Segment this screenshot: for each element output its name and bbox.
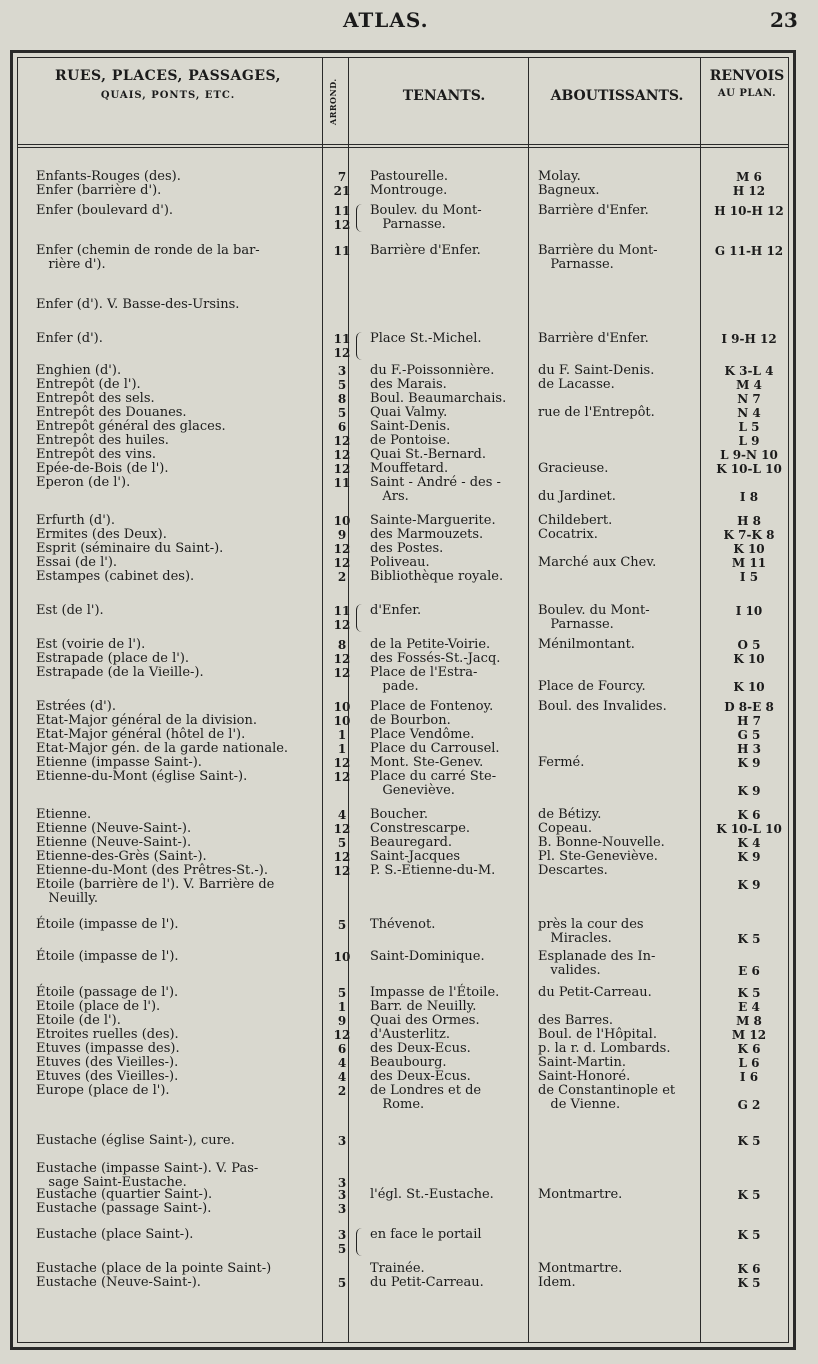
row-renvoi: K 10-L 10 [716,462,782,476]
row-tenants: des Postes. [370,541,444,556]
row-aboutissants: du Petit-Carreau. [538,985,652,1000]
row-name: Eustache (impasse Saint-). V. Pas- sage Saint-Eustache. [36,1161,259,1190]
row-tenants: du F.-Poissonnière. [370,363,495,378]
row-name: Entrepôt (de l'). [36,377,141,392]
row-tenants: Beaubourg. [370,1055,447,1070]
row-aboutissants: Boulev. du Mont- Parnasse. [538,603,650,632]
row-name: Etienne. [36,807,92,822]
row-arrond: 11 12 [333,204,351,232]
row-aboutissants: Marché aux Chev. [538,555,657,570]
row-renvoi: K 4 [737,836,761,850]
row-renvoi: E 6 [738,964,760,978]
row-aboutissants: du Jardinet. [538,489,616,504]
row-aboutissants: Descartes. [538,863,608,878]
row-renvoi: K 5 [737,1188,761,1202]
row-aboutissants: Cocatrix. [538,527,598,542]
row-renvoi: L 9-N 10 [720,448,778,462]
row-name: Etienne (Neuve-Saint-). [36,821,192,836]
row-tenants: du Petit-Carreau. [370,1275,484,1290]
row-renvoi: L 5 [738,420,760,434]
arrond-brace [356,604,365,632]
row-arrond: 4 [337,1056,347,1070]
row-renvoi: K 9 [737,784,761,798]
row-renvoi: K 5 [737,1276,761,1290]
row-arrond: 12 [333,1028,351,1042]
row-renvoi: K 9 [737,850,761,864]
column-header-rues-line2: QUAIS, PONTS, ETC. [100,90,236,101]
row-tenants: Trainée. [370,1261,425,1276]
row-name: Etuves (des Vieilles-). [36,1069,179,1084]
row-renvoi: M 6 [736,170,762,184]
row-arrond: 3 [337,1188,347,1202]
row-renvoi: N 4 [737,406,761,420]
column-header-rues-line1: RUES, PLACES, PASSAGES, [54,68,282,84]
row-aboutissants: Childebert. [538,513,613,528]
row-renvoi: K 10 [733,680,765,694]
row-aboutissants: Place de Fourcy. [538,679,646,694]
row-name: Eustache (passage Saint-). [36,1201,212,1216]
column-header-arrond: ARROND. [328,78,338,126]
row-aboutissants: du F. Saint-Denis. [538,363,655,378]
row-arrond: 5 [337,406,347,420]
row-arrond: 10 [333,514,351,528]
row-renvoi: G 11-H 12 [714,244,784,258]
row-tenants: Mont. Ste-Genev. [370,755,484,770]
row-arrond: 21 [333,184,351,198]
row-tenants: Place de Fontenoy. [370,699,494,714]
row-arrond: 1 [337,1000,347,1014]
row-arrond: 6 [337,1042,347,1056]
row-renvoi: K 9 [737,756,761,770]
row-name: Entrepôt des sels. [36,391,155,406]
row-arrond: 12 [333,822,351,836]
row-tenants: Place de l'Estra- pade. [370,665,478,694]
row-arrond: 8 [337,392,347,406]
row-arrond: 2 [337,1084,347,1098]
row-name: Étoile (impasse de l'). [36,917,179,932]
row-aboutissants: Ménilmontant. [538,637,635,652]
row-name: Etoile (place de l'). [36,999,161,1014]
row-tenants: Quai Valmy. [370,405,448,420]
row-name: Enfer (chemin de ronde de la bar- rière d'). [36,243,260,272]
row-aboutissants: p. la r. d. Lombards. [538,1041,671,1056]
row-name: Entrepôt général des glaces. [36,419,226,434]
row-arrond: 10 [333,700,351,714]
row-renvoi: M 11 [731,556,767,570]
row-name: Estampes (cabinet des). [36,569,195,584]
row-aboutissants: de Lacasse. [538,377,615,392]
row-name: Est (voirie de l'). [36,637,146,652]
row-tenants: d'Enfer. [370,603,422,618]
row-aboutissants: Barrière du Mont- Parnasse. [538,243,658,272]
row-arrond: 5 [337,918,347,932]
page-number: 23 [770,8,798,32]
row-renvoi: G 2 [737,1098,761,1112]
row-name: Etienne (Neuve-Saint-). [36,835,192,850]
row-aboutissants: Idem. [538,1275,576,1290]
row-arrond: 12 [333,448,351,462]
row-arrond: 1 [337,728,347,742]
row-renvoi: I 8 [739,490,759,504]
row-tenants: Bibliothèque royale. [370,569,504,584]
row-name: Etat-Major général (hôtel de l'). [36,727,246,742]
row-name: Enfer (barrière d'). [36,183,162,198]
row-tenants: des Marais. [370,377,447,392]
row-renvoi: H 7 [737,714,761,728]
row-arrond: 4 [337,1070,347,1084]
row-arrond: 3 5 [337,1228,347,1256]
row-name: Etoile (de l'). [36,1013,121,1028]
row-renvoi: M 12 [731,1028,767,1042]
table-body [18,58,788,1342]
row-renvoi: K 9 [737,878,761,892]
row-renvoi: I 10 [735,604,763,618]
row-tenants: Sainte-Marguerite. [370,513,496,528]
row-renvoi: K 6 [737,1042,761,1056]
column-header-aboutissants: ABOUTISSANTS. [550,88,684,104]
column-header-tenants: TENANTS. [402,88,486,104]
row-arrond: 10 [333,714,351,728]
row-name: Esprit (séminaire du Saint-). [36,541,224,556]
row-tenants: Constrescarpe. [370,821,471,836]
row-arrond: 12 [333,770,351,784]
row-arrond: 4 [337,808,347,822]
row-name: Ermites (des Deux). [36,527,167,542]
row-aboutissants: Saint-Honoré. [538,1069,631,1084]
row-tenants: des Fossés-St.-Jacq. [370,651,501,666]
row-arrond: 12 [333,666,351,680]
row-tenants: Montrouge. [370,183,448,198]
row-tenants: Saint-Denis. [370,419,451,434]
row-name: Etienne-des-Grès (Saint-). [36,849,207,864]
table-frame [10,50,796,1350]
arrond-brace [356,332,365,360]
row-arrond: 9 [337,1014,347,1028]
row-renvoi: D 8-E 8 [724,700,774,714]
row-tenants: Thévenot. [370,917,436,932]
row-aboutissants: rue de l'Entrepôt. [538,405,655,420]
row-arrond: 11 12 [333,332,351,360]
row-name: Enghien (d'). [36,363,122,378]
row-name: Etroites ruelles (des). [36,1027,179,1042]
row-name: Etat-Major général de la division. [36,713,258,728]
row-arrond: 2 [337,570,347,584]
row-renvoi: K 6 [737,1262,761,1276]
row-name: Est (de l'). [36,603,104,618]
row-aboutissants: Bagneux. [538,183,600,198]
row-tenants: Quai St.-Bernard. [370,447,486,462]
row-name: Enfants-Rouges (des). [36,169,181,184]
row-tenants: Barr. de Neuilly. [370,999,477,1014]
row-arrond: 3 [337,1176,347,1190]
row-name: Etuves (des Vieilles-). [36,1055,179,1070]
row-tenants: Impasse de l'Étoile. [370,985,500,1000]
row-tenants: des Marmouzets. [370,527,484,542]
row-arrond: 12 [333,556,351,570]
row-tenants: Saint-Jacques [370,849,461,864]
row-renvoi: N 7 [737,392,761,406]
column-header-renvois-line1: RENVOIS [709,68,785,84]
row-name: Europe (place de l'). [36,1083,170,1098]
row-renvoi: I 6 [739,1070,759,1084]
row-renvoi: K 7-K 8 [723,528,775,542]
row-arrond: 11 [333,476,351,490]
row-renvoi: K 10 [733,542,765,556]
row-arrond: 3 [337,1202,347,1216]
page-title: ATLAS. [343,8,429,32]
column-header-renvois-line2: AU PLAN. [717,88,777,99]
row-arrond: 3 [337,1134,347,1148]
row-renvoi: O 5 [737,638,761,652]
row-arrond: 5 [337,378,347,392]
row-tenants: Saint-Dominique. [370,949,485,964]
row-name: Eustache (place Saint-). [36,1227,194,1242]
row-arrond: 5 [337,836,347,850]
row-aboutissants: près la cour des Miracles. [538,917,644,946]
row-arrond: 12 [333,542,351,556]
row-tenants: Saint - André - des - Ars. [370,475,501,504]
row-name: Étoile (passage de l'). [36,985,179,1000]
row-renvoi: I 5 [739,570,759,584]
row-arrond: 1 [337,742,347,756]
row-renvoi: M 8 [736,1014,762,1028]
row-tenants: de Bourbon. [370,713,451,728]
row-name: Eperon (de l'). [36,475,131,490]
row-name: Etuves (impasse des). [36,1041,180,1056]
row-name: Enfer (boulevard d'). [36,203,174,218]
row-name: Etoile (barrière de l'). V. Barrière de Neuilly. [36,877,275,906]
row-name: Etat-Major gén. de la garde nationale. [36,741,289,756]
row-aboutissants: Fermé. [538,755,585,770]
row-aboutissants: Gracieuse. [538,461,609,476]
row-aboutissants: Boul. des Invalides. [538,699,667,714]
row-aboutissants: Molay. [538,169,581,184]
row-name: Epée-de-Bois (de l'). [36,461,169,476]
row-tenants: Pastourelle. [370,169,449,184]
row-renvoi: K 10 [733,652,765,666]
row-aboutissants: B. Bonne-Nouvelle. [538,835,665,850]
row-renvoi: K 3-L 4 [724,364,774,378]
row-aboutissants: de Bétizy. [538,807,602,822]
row-tenants: des Deux-Ecus. [370,1069,471,1084]
row-tenants: de Londres et de Rome. [370,1083,482,1112]
row-name: Eustache (église Saint-), cure. [36,1133,235,1148]
row-aboutissants: Esplanade des In- valides. [538,949,656,978]
row-name: Etienne-du-Mont (église Saint-). [36,769,248,784]
row-arrond: 5 [337,986,347,1000]
row-tenants: Poliveau. [370,555,430,570]
row-tenants: Boucher. [370,807,429,822]
row-tenants: Quai des Ormes. [370,1013,480,1028]
row-tenants: Place Vendôme. [370,727,475,742]
row-name: Eustache (Neuve-Saint-). [36,1275,201,1290]
row-renvoi: L 9 [738,434,760,448]
row-arrond: 12 [333,756,351,770]
row-name: Estrapade (place de l'). [36,651,190,666]
row-name: Etienne (impasse Saint-). [36,755,202,770]
row-aboutissants: Montmartre. [538,1187,623,1202]
row-renvoi: G 5 [737,728,761,742]
row-arrond: 12 [333,864,351,878]
row-renvoi: E 4 [738,1000,760,1014]
row-aboutissants: Boul. de l'Hôpital. [538,1027,657,1042]
row-tenants: en face le portail [370,1227,482,1242]
row-aboutissants: Barrière d'Enfer. [538,203,649,218]
row-renvoi: K 10-L 10 [716,822,782,836]
row-tenants: P. S.-Etienne-du-M. [370,863,496,878]
row-renvoi: H 12 [732,184,766,198]
row-arrond: 7 [337,170,347,184]
row-tenants: de la Petite-Voirie. [370,637,491,652]
row-tenants: Place du carré Ste- Geneviève. [370,769,497,798]
row-arrond: 10 [333,950,351,964]
row-renvoi: M 4 [736,378,762,392]
row-arrond: 12 [333,652,351,666]
row-name: Entrepôt des huiles. [36,433,169,448]
row-arrond: 5 [337,1276,347,1290]
row-renvoi: H 10-H 12 [714,204,784,218]
row-arrond: 6 [337,420,347,434]
row-name: Enfer (d'). [36,331,103,346]
arrond-brace [356,1228,365,1256]
row-aboutissants: des Barres. [538,1013,614,1028]
row-renvoi: K 5 [737,932,761,946]
row-arrond: 8 [337,638,347,652]
row-name: Essai (de l'). [36,555,118,570]
row-name: Estrapade (de la Vieille-). [36,665,204,680]
row-name: Eustache (place de la pointe Saint-) [36,1261,272,1276]
row-name: Étoile (impasse de l'). [36,949,179,964]
row-tenants: l'égl. St.-Eustache. [370,1187,494,1202]
row-arrond: 12 [333,850,351,864]
row-tenants: Beauregard. [370,835,453,850]
arrond-brace [356,204,365,232]
row-name: Entrepôt des Douanes. [36,405,187,420]
row-tenants: Boul. Beaumarchais. [370,391,507,406]
row-arrond: 12 [333,434,351,448]
row-tenants: Mouffetard. [370,461,449,476]
row-aboutissants: Saint-Martin. [538,1055,626,1070]
row-renvoi: K 6 [737,808,761,822]
row-name: Enfer (d'). V. Basse-des-Ursins. [36,297,240,312]
row-name: Entrepôt des vins. [36,447,156,462]
row-renvoi: K 5 [737,1228,761,1242]
row-tenants: Place St.-Michel. [370,331,482,346]
row-arrond: 11 [333,244,351,258]
row-aboutissants: de Constantinople et de Vienne. [538,1083,676,1112]
row-tenants: Barrière d'Enfer. [370,243,481,258]
row-name: Erfurth (d'). [36,513,116,528]
row-arrond: 12 [333,462,351,476]
row-renvoi: H 3 [737,742,761,756]
row-name: Eustache (quartier Saint-). [36,1187,213,1202]
row-tenants: Boulev. du Mont- Parnasse. [370,203,482,232]
row-renvoi: H 8 [737,514,761,528]
page-header [0,0,818,46]
row-aboutissants: Barrière d'Enfer. [538,331,649,346]
table-inner [17,57,789,1343]
row-tenants: d'Austerlitz. [370,1027,450,1042]
row-aboutissants: Montmartre. [538,1261,623,1276]
row-renvoi: K 5 [737,986,761,1000]
row-arrond: 11 12 [333,604,351,632]
row-tenants: des Deux-Ecus. [370,1041,471,1056]
row-aboutissants: Copeau. [538,821,593,836]
row-tenants: Place du Carrousel. [370,741,500,756]
row-renvoi: I 9-H 12 [721,332,777,346]
row-renvoi: K 5 [737,1134,761,1148]
row-name: Etienne-du-Mont (des Prêtres-St.-). [36,863,268,878]
row-renvoi: L 6 [738,1056,760,1070]
row-aboutissants: Pl. Ste-Geneviève. [538,849,658,864]
row-name: Estrées (d'). [36,699,116,714]
row-arrond: 3 [337,364,347,378]
row-arrond: 9 [337,528,347,542]
row-tenants: de Pontoise. [370,433,451,448]
